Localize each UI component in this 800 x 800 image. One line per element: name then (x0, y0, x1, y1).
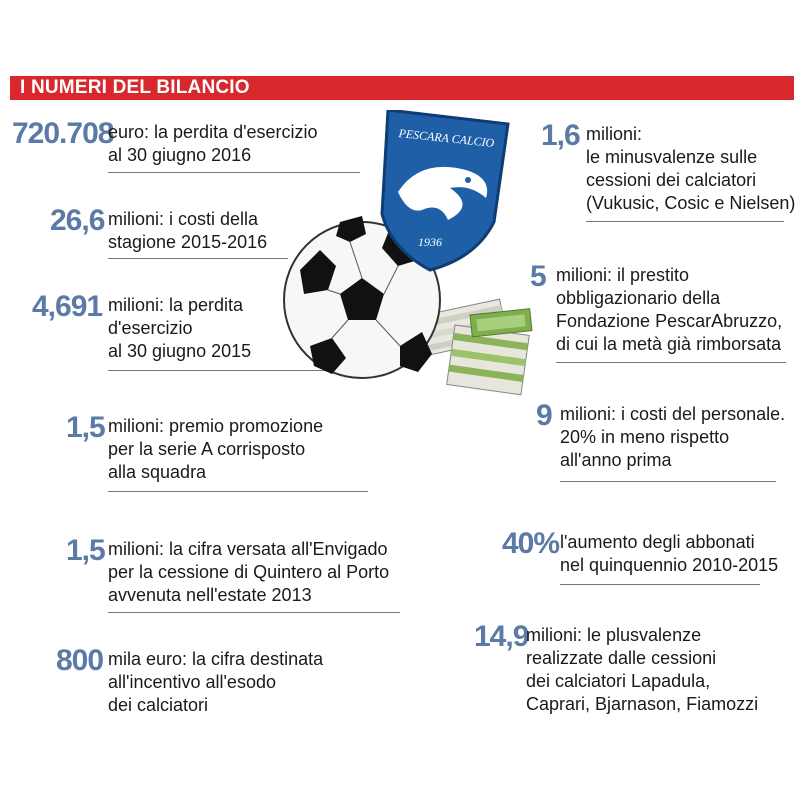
stat-text-line: (Vukusic, Cosic e Nielsen) (586, 193, 796, 213)
stat-number: 1,6 (541, 119, 580, 152)
stat-text-line: euro: la perdita d'esercizio (108, 122, 318, 142)
divider (108, 491, 368, 492)
stat-text-line: 20% in meno rispetto (560, 427, 730, 447)
stat-text-line: l'aumento degli abbonati (560, 532, 755, 552)
divider (108, 258, 288, 259)
stat-text-line: al 30 giugno 2015 (108, 341, 252, 361)
stat-text-line: milioni: (586, 124, 643, 144)
center-illustration (280, 110, 540, 430)
stat-text-line: milioni: i costi del personale. (560, 404, 786, 424)
stat-number: 1,5 (66, 534, 105, 567)
stat-text-line: le minusvalenze sulle (586, 147, 758, 167)
stat-number: 14,9 (474, 620, 529, 653)
stat-text-line: all'incentivo all'esodo (108, 672, 276, 692)
stat-number: 1,5 (66, 411, 105, 444)
stat-text-line: milioni: il prestito (556, 265, 690, 285)
stat-text-line: d'esercizio (108, 318, 193, 338)
divider (586, 221, 784, 222)
stat-text-line: nel quinquennio 2010-2015 (560, 555, 779, 575)
stat-number: 720.708 (12, 117, 114, 150)
crest-name: PESCARA CALCIO (397, 126, 495, 151)
stat-text-line: per la cessione di Quintero al Porto (108, 562, 390, 582)
stat-text-line: dei calciatori (108, 695, 209, 715)
stat-text-line: stagione 2015-2016 (108, 232, 268, 252)
stat-text-line: obbligazionario della (556, 288, 721, 308)
header-bar (10, 76, 794, 100)
divider (108, 612, 400, 613)
stat-text-line: per la serie A corrisposto (108, 439, 306, 459)
stat-text-line: mila euro: la cifra destinata (108, 649, 324, 669)
stat-number: 40% (502, 527, 560, 560)
stat-text-line: milioni: premio promozione (108, 416, 324, 436)
page-title: I NUMERI DEL BILANCIO (20, 77, 250, 98)
stat-text-line: alla squadra (108, 462, 207, 482)
stat-text-line: di cui la metà già rimborsata (556, 334, 782, 354)
stat-number: 5 (530, 260, 546, 293)
stat-text-line: al 30 giugno 2016 (108, 145, 252, 165)
stat-text-line: milioni: le plusvalenze (526, 625, 702, 645)
stat-text-line: milioni: i costi della (108, 209, 259, 229)
stat-number: 9 (536, 399, 552, 432)
stat-number: 26,6 (50, 204, 105, 237)
stat-number: 4,691 (32, 290, 103, 323)
stat-text-line: realizzate dalle cessioni (526, 648, 717, 668)
stat-number: 800 (56, 644, 104, 677)
divider (556, 362, 786, 363)
stat-text-line: Caprari, Bjarnason, Fiamozzi (526, 694, 759, 714)
club-crest-icon (382, 110, 508, 270)
stat-text-line: dei calciatori Lapadula, (526, 671, 711, 691)
stat-text-line: cessioni dei calciatori (586, 170, 757, 190)
crest-year: 1936 (418, 235, 442, 249)
stat-text-line: milioni: la perdita (108, 295, 244, 315)
stat-text-line: Fondazione PescarAbruzzo, (556, 311, 783, 331)
divider (560, 584, 760, 585)
stat-text-line: milioni: la cifra versata all'Envigado (108, 539, 388, 559)
divider (560, 481, 776, 482)
stat-text-line: all'anno prima (560, 450, 672, 470)
stat-text-line: avvenuta nell'estate 2013 (108, 585, 312, 605)
